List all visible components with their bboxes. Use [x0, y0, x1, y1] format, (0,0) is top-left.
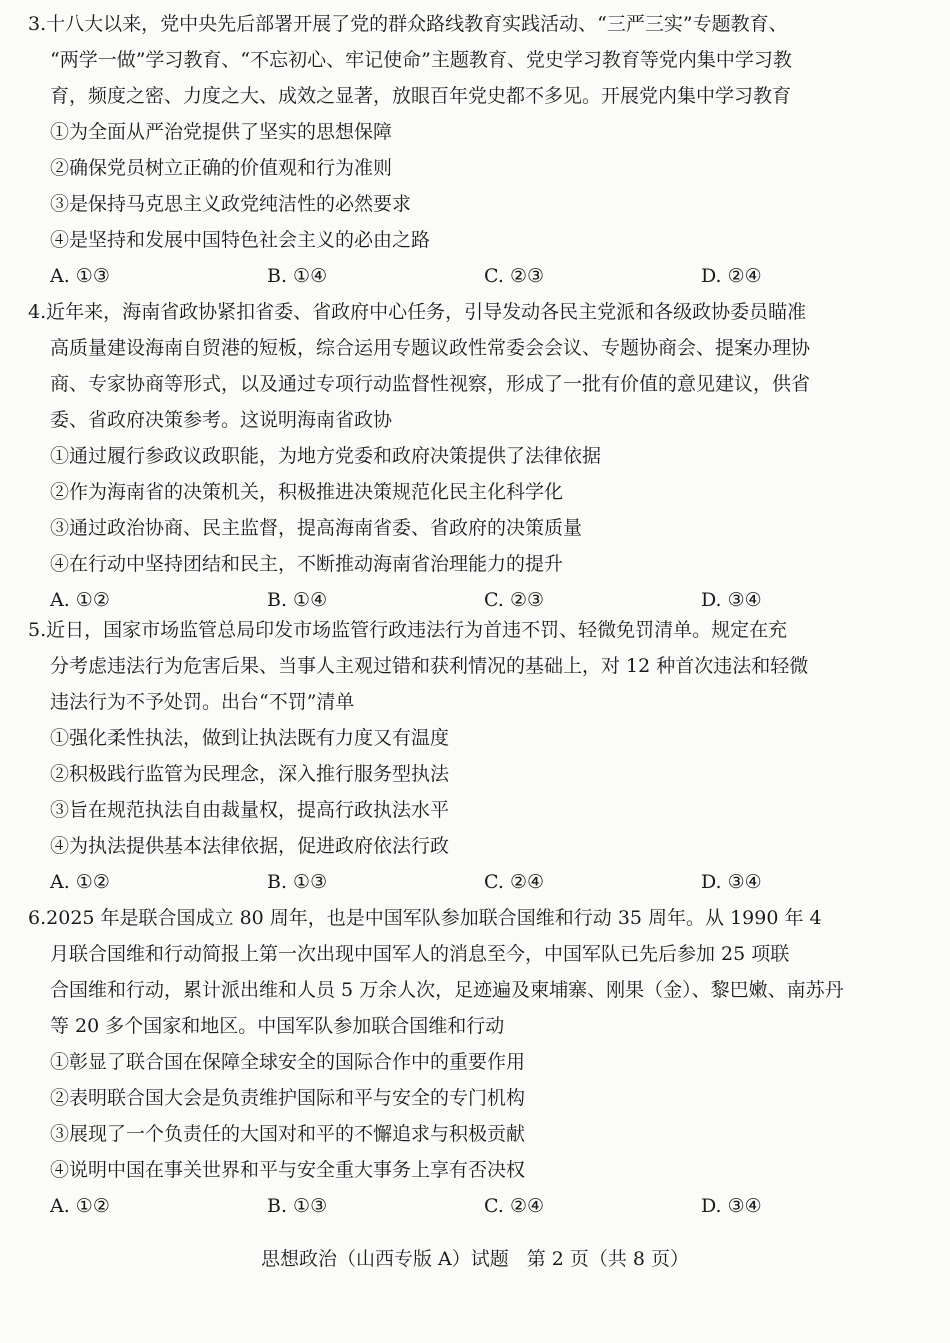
choice-d: D. ③④	[701, 1195, 762, 1217]
choice-b: B. ①④	[267, 265, 328, 287]
choice-d: D. ③④	[701, 871, 762, 893]
choice-c: C. ②④	[484, 871, 545, 893]
statement-2: ②表明联合国大会是负责维护国际和平与安全的专门机构	[50, 1087, 526, 1109]
question-6	[28, 900, 918, 1224]
question-stem-line: 商、专家协商等形式，以及通过专项行动监督性视察，形成了一批有价值的意见建议，供省	[50, 373, 811, 395]
question-stem-line: “两学一做”学习教育、“不忘初心、牢记使命”主题教育、党史学习教育等党内集中学习教	[50, 49, 792, 71]
question-stem-line: 月联合国维和行动简报上第一次出现中国军人的消息至今，中国军队已先后参加 25 项联	[50, 943, 790, 965]
choice-a: A. ①②	[50, 589, 110, 611]
choice-a: A. ①②	[50, 871, 110, 893]
question-stem-line: 6.2025 年是联合国成立 80 周年，也是中国军队参加联合国维和行动 35 周年。从 1990 年 4	[28, 907, 822, 929]
question-3	[28, 6, 918, 294]
question-stem-line: 育，频度之密、力度之大、成效之显著，放眼百年党史都不多见。开展党内集中学习教育	[50, 85, 792, 107]
question-stem-line: 委、省政府决策参考。这说明海南省政协	[50, 409, 393, 431]
question-stem-line: 合国维和行动，累计派出维和人员 5 万余人次，足迹遍及柬埔寨、刚果（金）、黎巴嫩、南苏丹	[50, 979, 844, 1001]
statement-2: ②确保党员树立正确的价值观和行为准则	[50, 157, 393, 179]
question-stem-line: 4.近年来，海南省政协紧扣省委、省政府中心任务，引导发动各民主党派和各级政协委员瞄准	[28, 301, 807, 323]
question-number: 3.	[28, 13, 47, 35]
statement-1: ①强化柔性执法，做到让执法既有力度又有温度	[50, 727, 450, 749]
question-stem-line: 违法行为不予处罚。出台“不罚”清单	[50, 691, 355, 713]
statement-1: ①通过履行参政议政职能，为地方党委和政府决策提供了法律依据	[50, 445, 602, 467]
statement-4: ④在行动中坚持团结和民主，不断推动海南省治理能力的提升	[50, 553, 564, 575]
answer-choices	[28, 1188, 918, 1224]
choice-c: C. ②③	[484, 589, 545, 611]
statement-3: ③是保持马克思主义政党纯洁性的必然要求	[50, 193, 412, 215]
choice-a: A. ①②	[50, 1195, 110, 1217]
statement-2: ②积极践行监管为民理念，深入推行服务型执法	[50, 763, 450, 785]
statement-4: ④是坚持和发展中国特色社会主义的必由之路	[50, 229, 431, 251]
question-stem-line: 等 20 多个国家和地区。中国军队参加联合国维和行动	[50, 1015, 505, 1037]
choice-b: B. ①③	[267, 1195, 328, 1217]
statement-3: ③展现了一个负责任的大国对和平的不懈追求与积极贡献	[50, 1123, 526, 1145]
question-stem-line: 分考虑违法行为危害后果、当事人主观过错和获利情况的基础上，对 12 种首次违法和轻微	[50, 655, 809, 677]
question-5	[28, 612, 918, 900]
choice-c: C. ②③	[484, 265, 545, 287]
question-number: 6.	[28, 907, 47, 929]
statement-4: ④为执法提供基本法律依据，促进政府依法行政	[50, 835, 450, 857]
question-4	[28, 294, 918, 618]
answer-choices	[28, 864, 918, 900]
answer-choices	[28, 258, 918, 294]
choice-d: D. ②④	[701, 265, 762, 287]
question-stem-line: 3.十八大以来，党中央先后部署开展了党的群众路线教育实践活动、“三严三实”专题教育、	[28, 13, 788, 35]
choice-b: B. ①③	[267, 871, 328, 893]
statement-3: ③通过政治协商、民主监督，提高海南省委、省政府的决策质量	[50, 517, 583, 539]
statement-3: ③旨在规范执法自由裁量权，提高行政执法水平	[50, 799, 450, 821]
page-footer	[0, 1244, 950, 1271]
question-number: 5.	[28, 619, 47, 641]
statement-4: ④说明中国在事关世界和平与安全重大事务上享有否决权	[50, 1159, 526, 1181]
question-stem-line: 5.近日，国家市场监管总局印发市场监管行政违法行为首违不罚、轻微免罚清单。规定在充	[28, 619, 788, 641]
statement-1: ①为全面从严治党提供了坚实的思想保障	[50, 121, 393, 143]
choice-a: A. ①③	[50, 265, 110, 287]
choice-c: C. ②④	[484, 1195, 545, 1217]
choice-b: B. ①④	[267, 589, 328, 611]
statement-2: ②作为海南省的决策机关，积极推进决策规范化民主化科学化	[50, 481, 564, 503]
choice-d: D. ③④	[701, 589, 762, 611]
question-stem-line: 高质量建设海南自贸港的短板，综合运用专题议政性常委会会议、专题协商会、提案办理协	[50, 337, 811, 359]
page-number: 第 2 页（共 8 页）	[526, 1248, 690, 1270]
statement-1: ①彰显了联合国在保障全球安全的国际合作中的重要作用	[50, 1051, 526, 1073]
question-number: 4.	[28, 301, 47, 323]
exam-title: 思想政治（山西专版 A）试题	[260, 1248, 509, 1270]
